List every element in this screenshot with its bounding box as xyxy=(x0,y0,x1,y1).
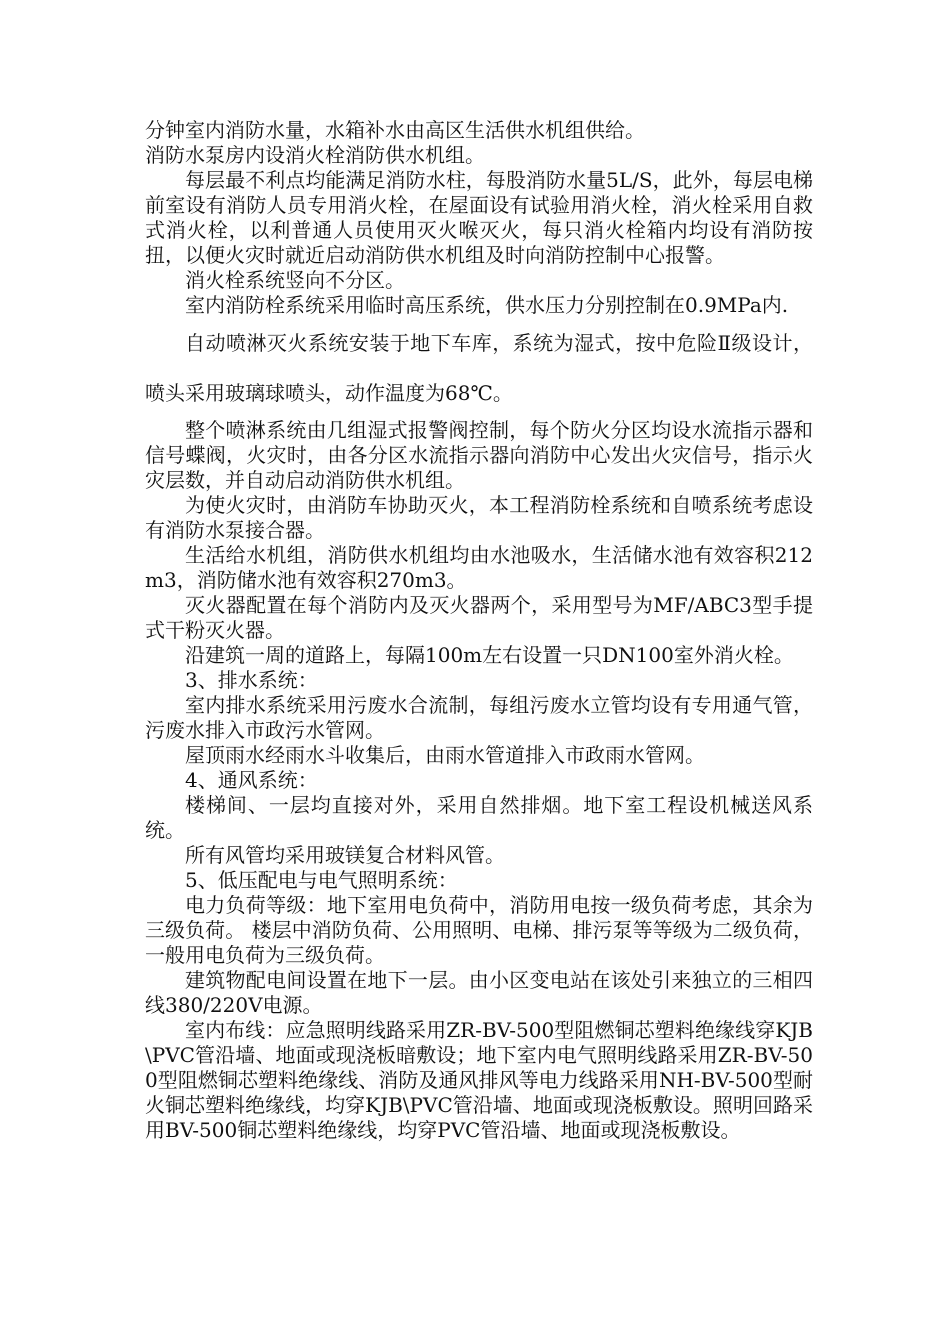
paragraph: 消火栓系统竖向不分区。 xyxy=(185,268,405,292)
paragraph: 所有风管均采用玻镁复合材料风管。 xyxy=(185,843,505,867)
paragraph: 自动喷淋灭火系统安装于地下车库，系统为湿式，按中危险Ⅱ级设计，喷头采用玻璃球喷头，动作温度为68℃。 xyxy=(145,331,813,405)
paragraph: 整个喷淋系统由几组湿式报警阀控制，每个防火分区均设水流指示器和信号蝶阀，火灾时，由各分区水流指示器向消防中心发出火灾信号，指示火灾层数，并自动启动消防供水机组。 xyxy=(145,418,813,492)
paragraph: 每层最不利点均能满足消防水柱，每股消防水量5L/S，此外，每层电梯前室设有消防人员专用消火栓，在屋面设有试验用消火栓，消火栓采用自救式消火栓，以利普通人员使用灭火喉灭火，每只消火栓箱内均设有消防按扭，以便火灾时就近启动消防供水机组及时向消防控制中心报警。 xyxy=(145,168,813,267)
paragraph: 室内消防栓系统采用临时高压系统，供水压力分别控制在0.9MPa内. xyxy=(185,293,789,317)
paragraph: 建筑物配电间设置在地下一层。由小区变电站在该处引来独立的三相四线380/220V电源。 xyxy=(145,968,813,1017)
paragraph: 沿建筑一周的道路上，每隔100m左右设置一只DN100室外消火栓。 xyxy=(185,643,794,667)
paragraph: 室内排水系统采用污废水合流制，每组污废水立管均设有专用通气管，污废水排入市政污水管网。 xyxy=(145,693,813,742)
section-heading: 3、排水系统： xyxy=(185,668,318,692)
paragraph: 消防水泵房内设消火栓消防供水机组。 xyxy=(145,143,485,167)
paragraph: 楼梯间、一层均直接对外，采用自然排烟。地下室工程设机械送风系统。 xyxy=(145,793,813,842)
paragraph: 生活给水机组，消防供水机组均由水池吸水，生活储水池有效容积212m3，消防储水池有效容积270m3。 xyxy=(145,543,813,592)
paragraph: 分钟室内消防水量，水箱补水由高区生活供水机组供给。 xyxy=(145,118,645,142)
paragraph: 室内布线：应急照明线路采用ZR-BV-500型阻燃铜芯塑料绝缘线穿KJB\PVC管沿墙、地面或现浇板暗敷设；地下室内电气照明线路采用ZR-BV-500型阻燃铜芯塑料绝缘线、消防及通风排风等电力线路采用NH-BV-500型耐火铜芯塑料绝缘线，均穿KJB\PVC管沿墙、地面或现浇板敷设。照明回路采用BV-500铜芯塑料绝缘线，均穿PVC管沿墙、地面或现浇板敷设。 xyxy=(145,1018,813,1142)
paragraph: 为使火灾时，由消防车协助灭火，本工程消防栓系统和自喷系统考虑设有消防水泵接合器。 xyxy=(145,493,813,542)
section-heading: 4、通风系统： xyxy=(185,768,318,792)
section-heading: 5、低压配电与电气照明系统： xyxy=(185,868,458,892)
paragraph: 屋顶雨水经雨水斗收集后，由雨水管道排入市政雨水管网。 xyxy=(185,743,705,767)
document-body xyxy=(145,118,813,1143)
paragraph: 灭火器配置在每个消防内及灭火器两个，采用型号为MF/ABC3型手提式干粉灭火器。 xyxy=(145,593,813,642)
paragraph: 电力负荷等级：地下室用电负荷中，消防用电按一级负荷考虑，其余为三级负荷。 楼层中消防负荷、公用照明、电梯、排污泵等等级为二级负荷，一般用电负荷为三级负荷。 xyxy=(145,893,813,967)
